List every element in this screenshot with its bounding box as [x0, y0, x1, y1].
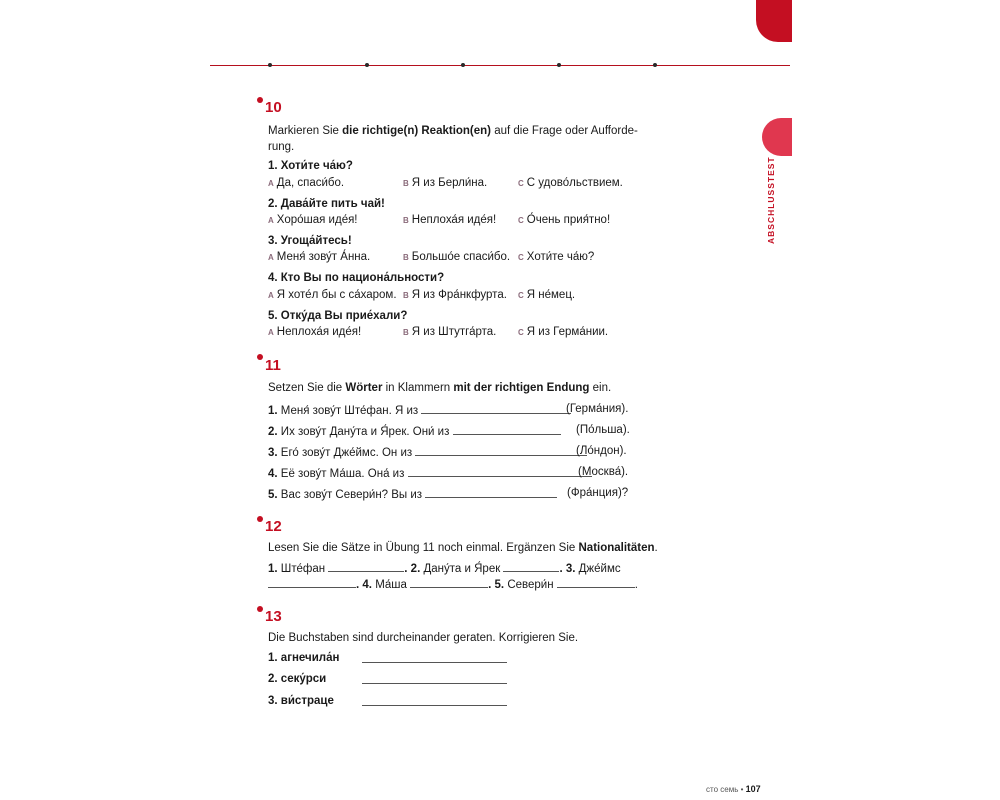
- exercise-13-item-2: 2. секу́рси: [268, 673, 327, 685]
- option-4c[interactable]: C Я не́мец.: [518, 289, 576, 301]
- rule-dot: [461, 63, 465, 67]
- question-4: 4. Кто Вы по национа́льности?: [268, 272, 445, 284]
- rule-dot: [653, 63, 657, 67]
- answer-blank[interactable]: [453, 424, 561, 435]
- answer-blank[interactable]: [268, 577, 356, 588]
- footer-separator: •: [740, 785, 744, 794]
- exercise-13-instruction: Die Buchstaben sind durcheinander geraten. Korrigieren Sie.: [268, 632, 579, 644]
- answer-blank[interactable]: [557, 577, 635, 588]
- section-tab: [762, 118, 792, 156]
- answer-blank[interactable]: [362, 695, 507, 706]
- option-5a[interactable]: A Неплоха́я иде́я!: [268, 326, 362, 338]
- exercise-11-item-4: 4. Её зову́т Ма́ша. Она́ из: [268, 466, 592, 480]
- exercise-marker-dot: [257, 354, 263, 360]
- exercise-11-hint-4: (Москва́).: [578, 466, 629, 478]
- rule-dot: [365, 63, 369, 67]
- top-corner-tab: [756, 0, 792, 42]
- page-number: 107: [745, 784, 761, 794]
- exercise-11-instruction: Setzen Sie die Wörter in Klammern mit der richtigen Endung ein.: [268, 382, 612, 394]
- page-number-words: сто семь: [706, 785, 739, 794]
- exercise-10-number: 10: [265, 99, 282, 116]
- page-footer: [706, 784, 761, 794]
- option-3a[interactable]: A Меня́ зову́т А́нна.: [268, 251, 371, 263]
- answer-blank[interactable]: [408, 466, 592, 477]
- exercise-11-hint-3: (Ло́ндон).: [576, 445, 627, 457]
- exercise-12-instruction: Lesen Sie die Sätze in Übung 11 noch einmal. Ergänzen Sie Nationalitäten.: [268, 542, 658, 554]
- answer-blank[interactable]: [410, 577, 488, 588]
- answer-blank[interactable]: [415, 445, 587, 456]
- answer-blank[interactable]: [425, 487, 557, 498]
- answer-blank[interactable]: [362, 652, 507, 663]
- option-3b[interactable]: B Большо́е спаси́бо.: [403, 251, 511, 263]
- option-4b[interactable]: B Я из Фра́нкфурта.: [403, 289, 507, 301]
- exercise-11-item-1: 1. Меня́ зову́т Ште́фан. Я из: [268, 403, 571, 417]
- exercise-11-hint-1: (Герма́ния).: [566, 403, 629, 415]
- exercise-10-instruction: Markieren Sie die richtige(n) Reaktion(en) auf die Frage oder Aufforde- rung.: [268, 125, 638, 153]
- rule-dot: [268, 63, 272, 67]
- exercise-13-number: 13: [265, 608, 282, 625]
- option-4a[interactable]: A Я хоте́л бы с са́харом.: [268, 289, 397, 301]
- option-1c[interactable]: C С удово́льствием.: [518, 177, 623, 189]
- exercise-marker-dot: [257, 606, 263, 612]
- exercise-11-hint-5: (Фра́нция)?: [567, 487, 629, 499]
- option-3c[interactable]: C Хоти́те ча́ю?: [518, 251, 595, 263]
- exercise-13-item-1: 1. агнечила́н: [268, 652, 340, 664]
- option-2b[interactable]: B Неплоха́я иде́я!: [403, 214, 497, 226]
- exercise-12-number: 12: [265, 518, 282, 535]
- option-2a[interactable]: A Хоро́шая иде́я!: [268, 214, 358, 226]
- rule-dot: [557, 63, 561, 67]
- exercise-13-item-3: 3. ви́страце: [268, 695, 334, 707]
- answer-blank[interactable]: [421, 403, 571, 414]
- exercise-marker-dot: [257, 97, 263, 103]
- answer-blank[interactable]: [503, 561, 559, 572]
- option-1a[interactable]: A Да, спаси́бо.: [268, 177, 345, 189]
- question-1: 1. Хоти́те ча́ю?: [268, 160, 353, 172]
- exercise-11-hint-2: (По́льша).: [576, 424, 630, 436]
- exercise-11-item-2: 2. Их зову́т Дану́та и Я́рек. Они́ из: [268, 424, 561, 438]
- option-2c[interactable]: C О́чень прия́тно!: [518, 214, 611, 226]
- answer-blank[interactable]: [362, 673, 507, 684]
- option-5c[interactable]: C Я из Герма́нии.: [518, 326, 609, 338]
- exercise-11-item-3: 3. Его́ зову́т Дже́ймс. Он из: [268, 445, 587, 459]
- section-label: ABSCHLUSSTEST: [766, 156, 776, 244]
- option-1b[interactable]: B Я из Берли́на.: [403, 177, 488, 189]
- exercise-11-item-5: 5. Вас зову́т Севери́н? Вы из: [268, 487, 557, 501]
- question-3: 3. Угоща́йтесь!: [268, 235, 352, 247]
- option-5b[interactable]: B Я из Штутга́рта.: [403, 326, 497, 338]
- question-5: 5. Отку́да Вы прие́хали?: [268, 310, 408, 322]
- exercise-11-number: 11: [265, 357, 281, 374]
- exercise-marker-dot: [257, 516, 263, 522]
- exercise-12-line-2: . 4. Ма́ша . 5. Севери́н .: [268, 577, 638, 591]
- header-rule: [210, 65, 790, 66]
- answer-blank[interactable]: [328, 561, 404, 572]
- exercise-12-line-1: 1. Ште́фан . 2. Дану́та и Я́рек . 3. Дже́ймс: [268, 563, 621, 575]
- question-2: 2. Дава́йте пить чай!: [268, 198, 385, 210]
